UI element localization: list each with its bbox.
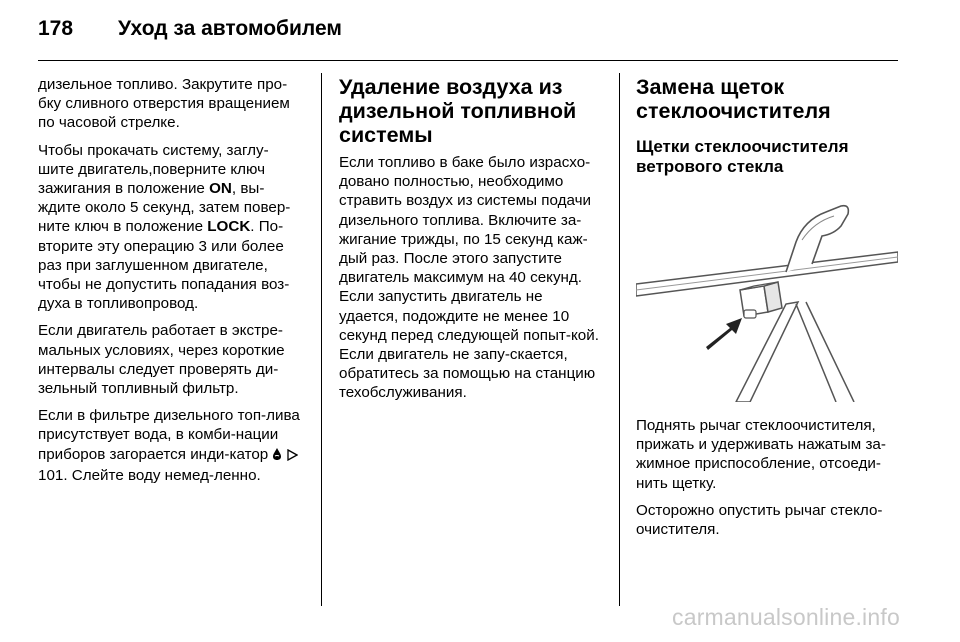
column-left — [38, 75, 304, 493]
paragraph: дизельное топливо. Закрутите про-бку сливного отверстия вращением по часовой стрелке. — [38, 76, 290, 132]
paragraph: Если двигатель работает в экстре-мальных условиях, через короткие интервалы следует проверять ди-зельный топливный фильтр. — [38, 322, 285, 398]
paragraph: Осторожно опустить рычаг стекло-очистителя. — [636, 501, 883, 539]
watermark: carmanualsonline.info — [672, 604, 900, 630]
ignition-lock-label: LOCK — [207, 218, 251, 236]
paragraph: Поднять рычаг стеклоочистителя, прижать и удерживать нажатым за-жимное приспособление, отсоеди-нить щетку. — [636, 417, 886, 492]
page-number: 178 — [38, 17, 74, 40]
column-middle — [339, 75, 605, 411]
column-right — [636, 75, 906, 177]
column-right-body — [636, 416, 906, 547]
page-header — [0, 0, 960, 62]
section-heading: Замена щеток стеклоочистителя — [636, 75, 831, 123]
subsection-heading: Щетки стеклоочистителя ветрового стекла — [636, 137, 849, 176]
page-title: Уход за автомобилем — [118, 17, 342, 40]
section-heading: Удаление воздуха из дизельной топливной системы — [339, 75, 577, 147]
ignition-on-label: ON — [209, 180, 232, 198]
column-divider — [619, 73, 620, 606]
column-divider — [321, 73, 322, 606]
header-rule — [38, 60, 898, 61]
paragraph: Если в фильтре дизельного топ-лива присутствует вода, в комби-нации приборов загорается инди-катор 101. Слейте воду немед-ленно. — [38, 407, 300, 484]
wiper-illustration — [636, 192, 898, 402]
paragraph: Чтобы прокачать систему, заглу-шите двигатель,поверните ключ зажигания в положение ON, вы-ждите около 5 секунд, затем повер-ните ключ в положение LOCK. По-вторите эту операцию 3 или более раз при заглушенном двигателе, чтобы не допустить попадания воз-духа в топливопровод. — [38, 141, 291, 313]
page-reference-icon — [287, 447, 298, 466]
paragraph: Если топливо в баке было израсхо-довано полностью, необходимо стравить воздух из системы подачи дизельного топлива. Включите за-жигание трижды, по 15 секунд каж-дый раз. После этого запустите двигатель максимум на 40 секунд. Если запустить двигатель не удается, подождите не менее 10 секунд перед следующей попыт-кой. Если двигатель не запу-скается, обратитесь за помощью на станцию техобслуживания. — [339, 154, 599, 402]
water-in-fuel-indicator-icon — [272, 447, 282, 466]
page-reference[interactable]: 101 — [38, 466, 64, 484]
